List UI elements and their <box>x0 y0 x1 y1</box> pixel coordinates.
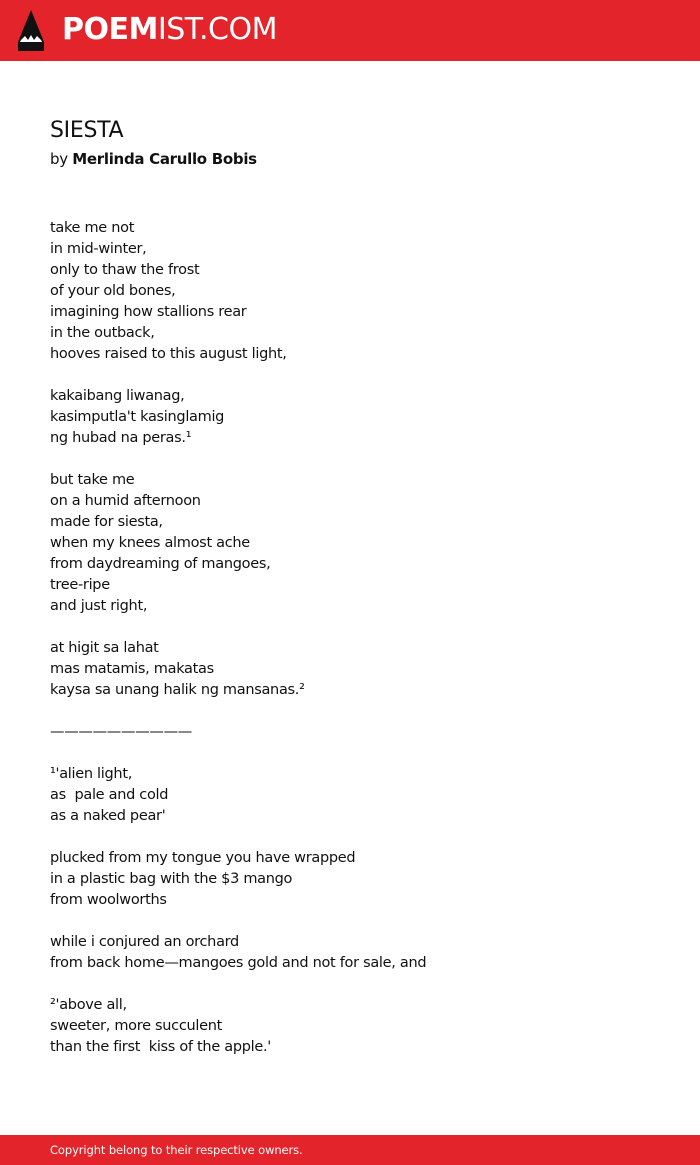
poem-line: at higit sa lahat <box>50 640 159 656</box>
poem-line: than the first kiss of the apple.' <box>50 1039 271 1055</box>
site-footer <box>0 1135 700 1165</box>
poem-line: kasimputla't kasinglamig <box>50 409 225 425</box>
poem-line: from back home—mangoes gold and not for sale, and <box>50 955 427 971</box>
byline-prefix: by <box>50 150 68 168</box>
poem-line: when my knees almost ache <box>50 535 250 551</box>
logo-text-bold: POEM <box>62 12 158 47</box>
poem-body <box>50 218 670 1058</box>
poem-line: as a naked pear' <box>50 808 166 824</box>
poem-line: ng hubad na peras.¹ <box>50 430 192 446</box>
poem-title: SIESTA <box>50 118 124 143</box>
poem-line: —————————— <box>50 724 193 740</box>
stanza-break <box>50 701 670 722</box>
poem-line: plucked from my tongue you have wrapped <box>50 850 356 866</box>
poem-line: from daydreaming of mangoes, <box>50 556 271 572</box>
poem-line: but take me <box>50 472 135 488</box>
poem-line: in the outback, <box>50 325 155 341</box>
poem-line: ¹'alien light, <box>50 766 133 782</box>
poem-line: tree-ripe <box>50 577 110 593</box>
stanza-break <box>50 827 670 848</box>
poem-line: only to thaw the frost <box>50 262 200 278</box>
poem-line: mas matamis, makatas <box>50 661 214 677</box>
stanza-break <box>50 449 670 470</box>
poem-line: imagining how stallions rear <box>50 304 247 320</box>
stanza-break <box>50 911 670 932</box>
poem-line: kaysa sa unang halik ng mansanas.² <box>50 682 305 698</box>
stanza-break <box>50 743 670 764</box>
poem-line: ²'above all, <box>50 997 127 1013</box>
poem-line: hooves raised to this august light, <box>50 346 287 362</box>
poem-line: take me not <box>50 220 135 236</box>
logo-text-light: IST.COM <box>157 12 277 47</box>
poem-line: as pale and cold <box>50 787 169 803</box>
poem-author: Merlinda Carullo Bobis <box>72 150 257 168</box>
poem-line: in mid-winter, <box>50 241 147 257</box>
site-logo-link[interactable] <box>62 13 277 47</box>
poem-line: in a plastic bag with the $3 mango <box>50 871 293 887</box>
stanza-break <box>50 617 670 638</box>
poem-line: from woolworths <box>50 892 167 908</box>
poem-line: and just right, <box>50 598 148 614</box>
pencil-tip-icon[interactable] <box>18 10 44 51</box>
site-header <box>0 0 700 61</box>
poem-line: made for siesta, <box>50 514 163 530</box>
poem-byline <box>50 149 257 169</box>
copyright-text: Copyright belong to their respective owners. <box>50 1143 303 1157</box>
poem-line: while i conjured an orchard <box>50 934 239 950</box>
poem-line: kakaibang liwanag, <box>50 388 185 404</box>
poem-line: sweeter, more succulent <box>50 1018 223 1034</box>
stanza-break <box>50 365 670 386</box>
poem-line: on a humid afternoon <box>50 493 201 509</box>
poem-line: of your old bones, <box>50 283 176 299</box>
stanza-break <box>50 974 670 995</box>
